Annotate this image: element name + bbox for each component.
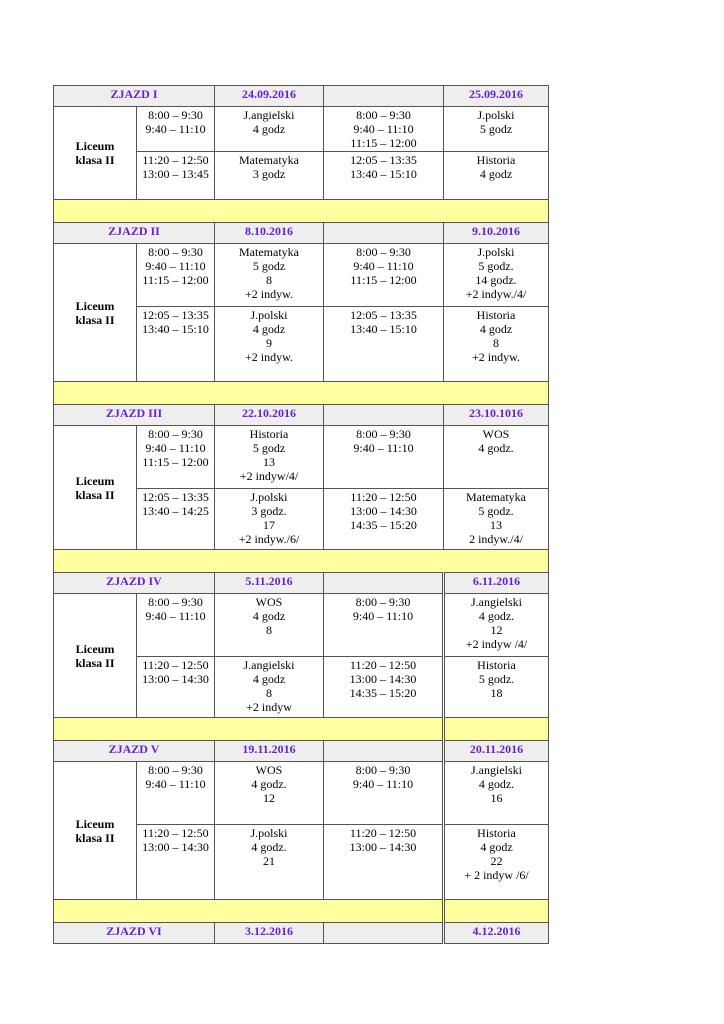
cell-line: 11:20 – 12:50 — [142, 826, 209, 840]
header-blank-cell — [324, 923, 444, 944]
zjazd-name: ZJAZD II — [54, 223, 215, 244]
cell-line: Historia — [476, 153, 516, 167]
schedule-row — [54, 594, 549, 657]
cell-line: +2 indyw/4/ — [239, 469, 299, 483]
time-cell-day-1 — [137, 825, 215, 900]
class-label — [54, 762, 137, 900]
subject-cell-day-1 — [215, 594, 324, 657]
date-day-2: 4.12.2016 — [444, 923, 549, 944]
time-cell-day-2 — [324, 594, 444, 657]
subject-cell-day-1 — [215, 307, 324, 382]
class-label-line: klasa II — [75, 153, 115, 167]
cell-line: 5 godz. — [478, 259, 514, 273]
cell-line: 13:00 – 14:30 — [350, 504, 417, 518]
subject-cell-day-2 — [444, 657, 549, 718]
header-blank-cell — [324, 405, 444, 426]
subject-cell-day-2 — [444, 825, 549, 900]
cell-line: 16 — [490, 791, 503, 805]
subject-cell-day-1 — [215, 426, 324, 489]
cell-line: +2 indyw./6/ — [238, 532, 300, 546]
cell-line: J.polski — [250, 490, 288, 504]
zjazd-header-row — [54, 405, 549, 426]
cell-line: 9:40 – 11:10 — [145, 777, 206, 791]
time-cell-day-2 — [324, 307, 444, 382]
cell-line: 8:00 – 9:30 — [148, 245, 203, 259]
cell-line: 12:05 – 13:35 — [142, 490, 209, 504]
subject-cell-day-1 — [215, 489, 324, 550]
cell-line: +2 indyw. — [472, 350, 521, 364]
cell-line: 3 godz — [252, 167, 286, 181]
cell-line: 11:20 – 12:50 — [349, 826, 417, 840]
cell-line: 5 godz — [479, 122, 513, 136]
cell-line: Matematyka — [239, 245, 299, 259]
time-cell-day-1 — [137, 107, 215, 152]
cell-line: +2 indyw. — [245, 350, 294, 364]
cell-line: Historia — [477, 658, 516, 672]
time-cell-day-1 — [137, 244, 215, 307]
time-cell-day-2 — [324, 244, 444, 307]
class-label-line: Liceum — [75, 641, 115, 656]
cell-line: 13 — [263, 455, 276, 469]
cell-line: 14:35 – 15:20 — [349, 686, 417, 700]
cell-line: 13:40 – 14:25 — [142, 504, 209, 518]
date-day-1: 5.11.2016 — [215, 573, 324, 594]
date-day-2: 25.09.2016 — [444, 86, 549, 107]
date-day-2: 20.11.2016 — [444, 741, 549, 762]
date-day-1: 3.12.2016 — [215, 923, 324, 944]
cell-line: 9:40 – 11:10 — [145, 609, 206, 623]
cell-line: 4 godz — [480, 840, 513, 854]
cell-line: 9:40 – 11:10 — [353, 441, 414, 455]
cell-line: 4 godz. — [251, 777, 287, 791]
cell-line: 13:00 – 13:45 — [142, 167, 209, 181]
separator-cell — [54, 200, 549, 223]
zjazd-name: ZJAZD I — [54, 86, 215, 107]
schedule-row — [54, 244, 549, 307]
class-label-line: klasa II — [75, 655, 115, 670]
cell-line: 8:00 – 9:30 — [356, 108, 411, 122]
time-cell-day-2 — [324, 762, 444, 825]
header-blank-cell — [324, 741, 444, 762]
cell-line: 4 godz. — [478, 441, 514, 455]
schedule-body — [54, 86, 549, 944]
cell-line: 8 — [266, 623, 273, 637]
date-day-1: 8.10.2016 — [215, 223, 324, 244]
time-cell-day-1 — [137, 152, 215, 200]
class-label — [54, 244, 137, 382]
subject-cell-day-2 — [444, 152, 549, 200]
separator-row — [54, 718, 549, 741]
cell-line: 21 — [263, 854, 276, 868]
cell-line: 4 godz. — [478, 609, 515, 623]
class-label-line: Liceum — [75, 139, 115, 153]
cell-line: J.polski — [477, 108, 515, 122]
cell-line: 12:05 – 13:35 — [142, 308, 209, 322]
class-label — [54, 107, 137, 200]
cell-line: 8 — [266, 273, 273, 287]
cell-line: +2 indyw./4/ — [465, 287, 527, 301]
cell-line: 9:40 – 11:10 — [353, 259, 414, 273]
header-blank-cell — [324, 223, 444, 244]
header-blank-cell — [324, 573, 444, 594]
subject-cell-day-2 — [444, 307, 549, 382]
cell-line: 9 — [266, 336, 273, 350]
cell-line: 11:15 – 12:00 — [142, 273, 209, 287]
class-label-line: Liceum — [75, 473, 115, 488]
cell-line: 17 — [263, 518, 276, 532]
cell-line: 18 — [490, 686, 503, 700]
cell-line: 8 — [266, 686, 273, 700]
separator-cell — [444, 718, 549, 741]
separator-cell — [54, 718, 444, 741]
schedule-row — [54, 426, 549, 489]
date-day-2: 23.10.1016 — [444, 405, 549, 426]
time-cell-day-1 — [137, 762, 215, 825]
schedule-row — [54, 762, 549, 825]
class-label-line: Liceum — [75, 298, 115, 313]
time-cell-day-2 — [324, 657, 444, 718]
cell-line: 8:00 – 9:30 — [148, 595, 203, 609]
cell-line: +2 indyw — [246, 700, 292, 714]
class-label-line: klasa II — [75, 487, 115, 502]
cell-line: 8:00 – 9:30 — [148, 427, 203, 441]
cell-line: 13 — [490, 518, 503, 532]
cell-line: 9:40 – 11:10 — [352, 609, 414, 623]
cell-line: 12:05 – 13:35 — [350, 153, 417, 167]
cell-line: 9:40 – 11:10 — [353, 122, 414, 136]
cell-line: 13:40 – 15:10 — [142, 322, 209, 336]
header-blank-cell — [324, 86, 444, 107]
separator-row — [54, 900, 549, 923]
class-label — [54, 426, 137, 550]
time-cell-day-1 — [137, 594, 215, 657]
separator-row — [54, 382, 549, 405]
subject-cell-day-1 — [215, 825, 324, 900]
date-day-2: 6.11.2016 — [444, 573, 549, 594]
cell-line: J.angielski — [471, 763, 523, 777]
subject-cell-day-2 — [444, 244, 549, 307]
cell-line: 9:40 – 11:10 — [145, 122, 206, 136]
cell-line: 8:00 – 9:30 — [356, 245, 411, 259]
subject-cell-day-1 — [215, 762, 324, 825]
separator-cell — [54, 550, 549, 573]
cell-line: 13:40 – 15:10 — [350, 167, 417, 181]
subject-cell-day-2 — [444, 594, 549, 657]
cell-line: +2 indyw /4/ — [465, 637, 528, 651]
class-label — [54, 594, 137, 718]
subject-cell-day-1 — [215, 152, 324, 200]
zjazd-name: ZJAZD V — [54, 741, 215, 762]
subject-cell-day-2 — [444, 426, 549, 489]
cell-line: 5 godz. — [478, 504, 514, 518]
cell-line: 5 godz — [252, 259, 286, 273]
cell-line: J.polski — [477, 245, 515, 259]
date-day-1: 24.09.2016 — [215, 86, 324, 107]
cell-line: Historia — [477, 826, 516, 840]
cell-line: 13:40 – 15:10 — [350, 322, 417, 336]
cell-line: 11:15 – 12:00 — [350, 136, 417, 150]
time-cell-day-2 — [324, 489, 444, 550]
cell-line: 22 — [490, 854, 503, 868]
class-label-line: Liceum — [75, 816, 115, 831]
class-label-line: klasa II — [75, 312, 115, 327]
cell-line: 9:40 – 11:10 — [145, 441, 206, 455]
cell-line: 13:00 – 14:30 — [142, 840, 209, 854]
cell-line: 9:40 – 11:10 — [145, 259, 206, 273]
cell-line: Matematyka — [239, 153, 299, 167]
cell-line: 5 godz — [252, 441, 286, 455]
cell-line: 3 godz. — [251, 504, 287, 518]
cell-line: J.angielski — [243, 658, 295, 672]
cell-line: 8:00 – 9:30 — [148, 108, 203, 122]
separator-cell — [444, 900, 549, 923]
cell-line: 8:00 – 9:30 — [148, 763, 203, 777]
cell-line: WOS — [255, 595, 283, 609]
cell-line: J.angielski — [471, 595, 523, 609]
date-day-1: 19.11.2016 — [215, 741, 324, 762]
time-cell-day-2 — [324, 107, 444, 152]
cell-line: 13:00 – 14:30 — [142, 672, 209, 686]
time-cell-day-2 — [324, 426, 444, 489]
time-cell-day-1 — [137, 657, 215, 718]
class-label-line: klasa II — [75, 830, 115, 845]
time-cell-day-1 — [137, 307, 215, 382]
zjazd-header-row — [54, 86, 549, 107]
cell-line: 11:20 – 12:50 — [142, 153, 209, 167]
cell-line: 4 godz — [252, 609, 286, 623]
cell-line: WOS — [255, 763, 283, 777]
cell-line: 8 — [493, 336, 500, 350]
separator-row — [54, 550, 549, 573]
cell-line: J.angielski — [243, 108, 295, 122]
subject-cell-day-2 — [444, 489, 549, 550]
cell-line: 14 godz. — [475, 273, 517, 287]
cell-line: 4 godz — [479, 322, 513, 336]
cell-line: 12:05 – 13:35 — [350, 308, 417, 322]
zjazd-header-row — [54, 741, 549, 762]
subject-cell-day-1 — [215, 657, 324, 718]
zjazd-header-row — [54, 923, 549, 944]
cell-line: 4 godz. — [478, 777, 515, 791]
cell-line: 4 godz — [252, 122, 286, 136]
cell-line: Matematyka — [466, 490, 526, 504]
cell-line: 8:00 – 9:30 — [355, 763, 411, 777]
date-day-1: 22.10.2016 — [215, 405, 324, 426]
cell-line: 11:15 – 12:00 — [350, 273, 417, 287]
cell-line: 2 indyw./4/ — [469, 532, 523, 546]
time-cell-day-2 — [324, 152, 444, 200]
cell-line: J.polski — [250, 308, 288, 322]
schedule-table — [53, 85, 549, 944]
cell-line: + 2 indyw /6/ — [464, 868, 529, 882]
zjazd-name: ZJAZD VI — [54, 923, 215, 944]
cell-line: 4 godz — [252, 672, 286, 686]
cell-line: J.polski — [250, 826, 288, 840]
cell-line: 9:40 – 11:10 — [352, 777, 414, 791]
date-day-2: 9.10.2016 — [444, 223, 549, 244]
cell-line: 14:35 – 15:20 — [350, 518, 417, 532]
zjazd-name: ZJAZD III — [54, 405, 215, 426]
subject-cell-day-1 — [215, 107, 324, 152]
cell-line: 12 — [263, 791, 276, 805]
schedule-row — [54, 107, 549, 152]
cell-line: 11:20 – 12:50 — [142, 658, 209, 672]
cell-line: 8:00 – 9:30 — [355, 595, 411, 609]
separator-cell — [54, 900, 444, 923]
cell-line: 13:00 – 14:30 — [349, 672, 417, 686]
cell-line: 13:00 – 14:30 — [349, 840, 417, 854]
separator-cell — [54, 382, 549, 405]
cell-line: 4 godz — [252, 322, 286, 336]
subject-cell-day-2 — [444, 762, 549, 825]
cell-line: 11:20 – 12:50 — [350, 490, 417, 504]
zjazd-header-row — [54, 223, 549, 244]
cell-line: 11:20 – 12:50 — [349, 658, 417, 672]
cell-line: 4 godz. — [251, 840, 287, 854]
time-cell-day-1 — [137, 489, 215, 550]
subject-cell-day-1 — [215, 244, 324, 307]
cell-line: 4 godz — [479, 167, 513, 181]
cell-line: WOS — [482, 427, 510, 441]
zjazd-header-row — [54, 573, 549, 594]
time-cell-day-1 — [137, 426, 215, 489]
cell-line: Historia — [249, 427, 289, 441]
separator-row — [54, 200, 549, 223]
subject-cell-day-2 — [444, 107, 549, 152]
cell-line: Historia — [476, 308, 516, 322]
zjazd-name: ZJAZD IV — [54, 573, 215, 594]
cell-line: 11:15 – 12:00 — [142, 455, 209, 469]
cell-line: 8:00 – 9:30 — [356, 427, 411, 441]
cell-line: 5 godz. — [478, 672, 515, 686]
cell-line: +2 indyw. — [245, 287, 294, 301]
cell-line: 12 — [490, 623, 503, 637]
time-cell-day-2 — [324, 825, 444, 900]
